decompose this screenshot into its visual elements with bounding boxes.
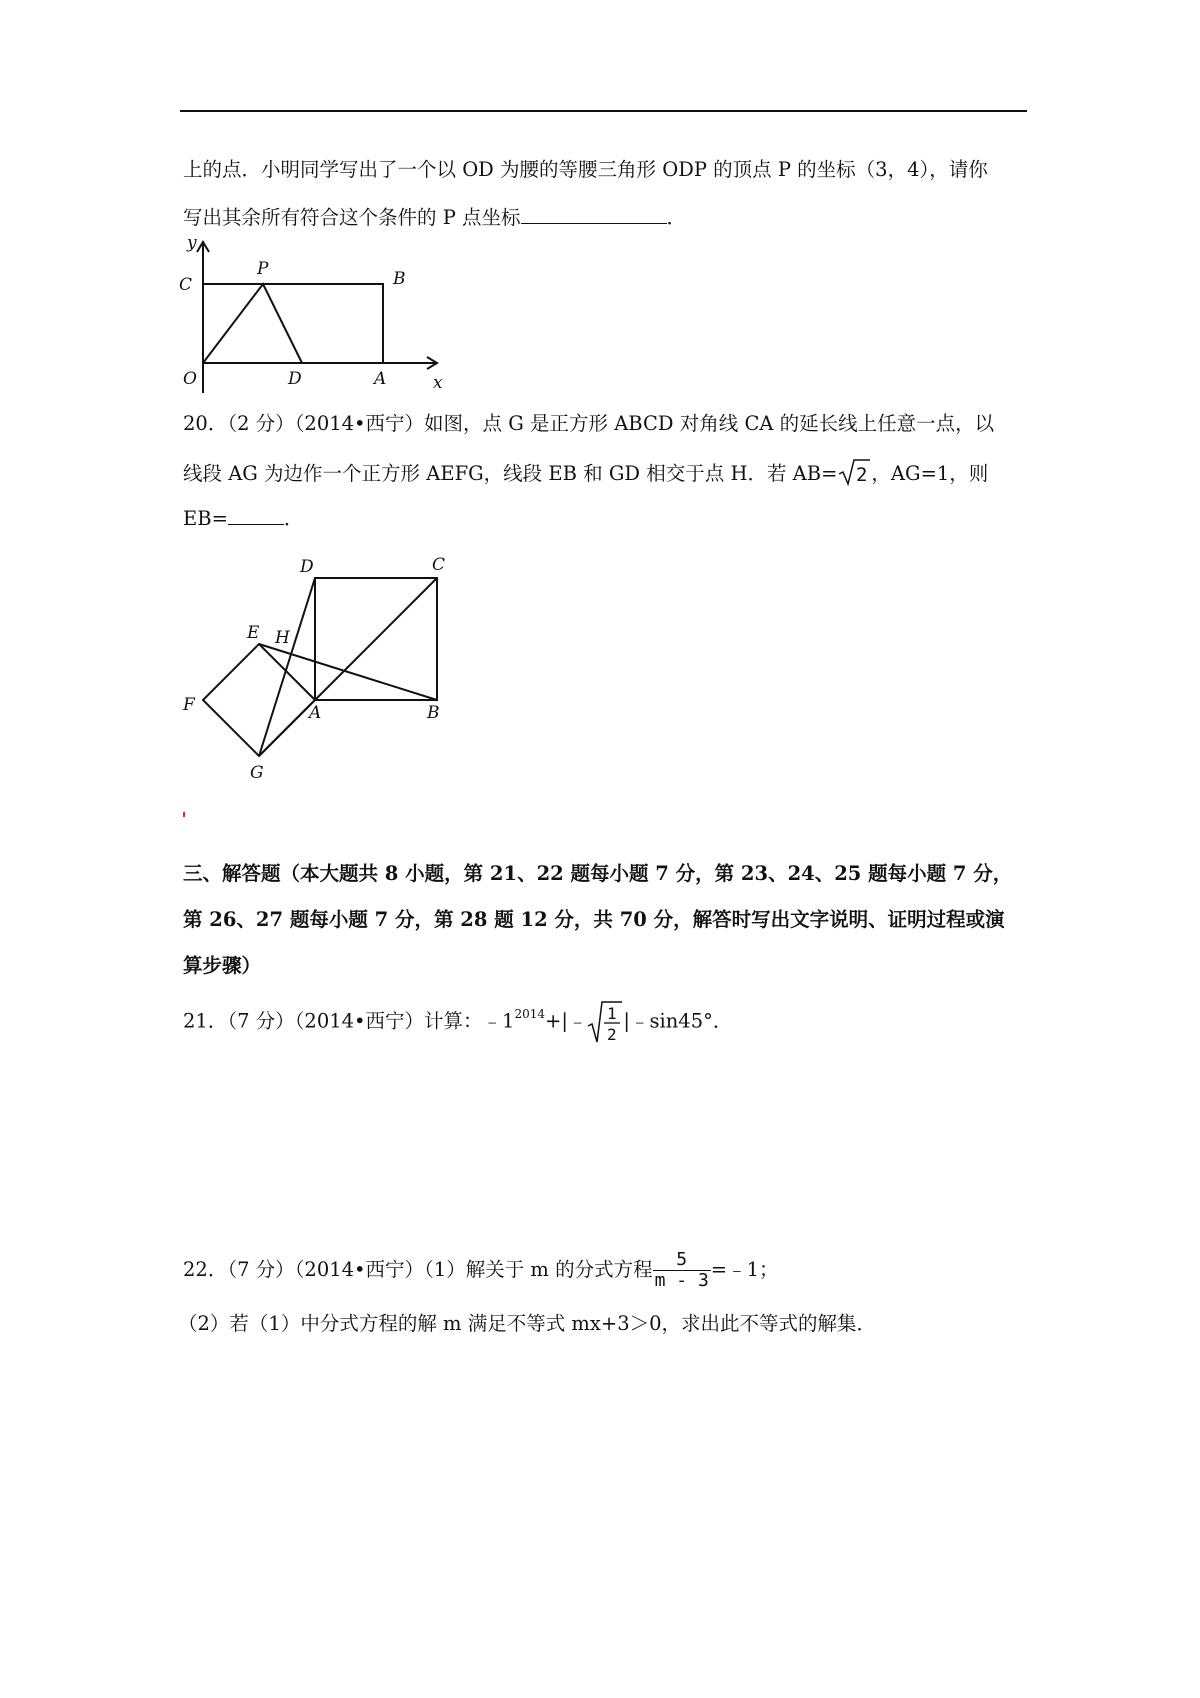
label-e: E: [247, 623, 260, 643]
square-aefg: [203, 644, 315, 756]
q19-line2-end: ．: [666, 206, 687, 229]
q21-mid: +|﹣: [545, 1009, 588, 1033]
label-a: A: [309, 703, 322, 723]
q19-line2-text: 写出其余所有符合这个条件的 P 点坐标: [183, 206, 521, 229]
label-b: B: [393, 269, 406, 289]
q22-line2: （2）若（1）中分式方程的解 m 满足不等式 mx+3＞0，求出此不等式的解集．: [178, 1312, 877, 1335]
sqrt-fraction: [587, 1000, 623, 1044]
label-g: G: [250, 763, 264, 783]
label-d: D: [288, 369, 302, 389]
q20-line1: 20．（2 分）（2014•西宁）如图，点 G 是正方形 ABCD 对角线 CA 的延长线上任意一点，以: [183, 412, 995, 435]
rectangle-ocba: [203, 284, 383, 363]
section3-line3: 算步骤）: [183, 954, 262, 977]
q20-line3: [183, 505, 303, 533]
section3-line1: 三、解答题（本大题共 8 小题，第 21、22 题每小题 7 分，第 23、24、25 题每小题 7 分，: [183, 862, 1013, 885]
label-y: y: [187, 238, 197, 253]
q20-line3-end: ．: [283, 507, 304, 530]
q22-text-a: 22．（7 分）（2014•西宁）（1）解关于 m 的分式方程: [183, 1258, 653, 1281]
q22-line1: [183, 1248, 779, 1292]
q21-exponent: 2014: [514, 1006, 545, 1021]
q19-figure: [175, 238, 450, 398]
label-o: O: [183, 369, 197, 389]
q22-frac-num: 5: [653, 1250, 711, 1271]
q20-line2-text-a: 线段 AG 为边作一个正方形 AEFG，线段 EB 和 GD 相交于点 H．若 AB=: [183, 462, 838, 485]
q20-answer-blank[interactable]: [228, 506, 284, 525]
q21-suffix: |﹣sin45°．: [623, 1009, 733, 1033]
section3-line2: 第 26、27 题每小题 7 分，第 28 题 12 分，共 70 分，解答时写出文字说明、证明过程或演: [183, 908, 1005, 931]
label-f: F: [183, 695, 195, 715]
label-h: H: [275, 628, 290, 648]
q19-line2: [183, 204, 686, 232]
sqrt-radicand: 2: [856, 464, 868, 486]
label-d: D: [300, 557, 314, 577]
sqrt-symbol: [837, 458, 871, 486]
label-p: P: [257, 259, 269, 279]
q20-line2: [183, 458, 988, 488]
q21-line: [183, 1000, 732, 1044]
q20-figure: [175, 550, 455, 795]
triangle-odp: [203, 284, 302, 363]
header-rule: [180, 110, 1027, 112]
q22-fraction: [653, 1250, 711, 1291]
q20-line2-text-b: ，AG=1，则: [871, 462, 989, 485]
q21-frac-den: 2: [607, 1025, 618, 1044]
label-x: x: [433, 373, 443, 393]
label-c: C: [179, 275, 193, 295]
q21-frac-num: 1: [607, 1004, 618, 1023]
red-mark: [183, 812, 185, 817]
q22-text-b: =﹣1；: [710, 1258, 779, 1281]
q22-frac-den: m - 3: [654, 1270, 709, 1291]
q21-prefix: 21．（7 分）（2014•西宁）计算：﹣1: [183, 1009, 515, 1033]
diagonal-gc: [259, 578, 437, 756]
q19-answer-blank[interactable]: [521, 205, 667, 224]
label-b: B: [427, 703, 440, 723]
q20-line3-text: EB=: [183, 507, 228, 530]
label-a: A: [374, 369, 387, 389]
q19-line1: 上的点．小明同学写出了一个以 OD 为腰的等腰三角形 ODP 的顶点 P 的坐标（3，4），请你: [183, 158, 988, 181]
label-c: C: [432, 555, 446, 575]
